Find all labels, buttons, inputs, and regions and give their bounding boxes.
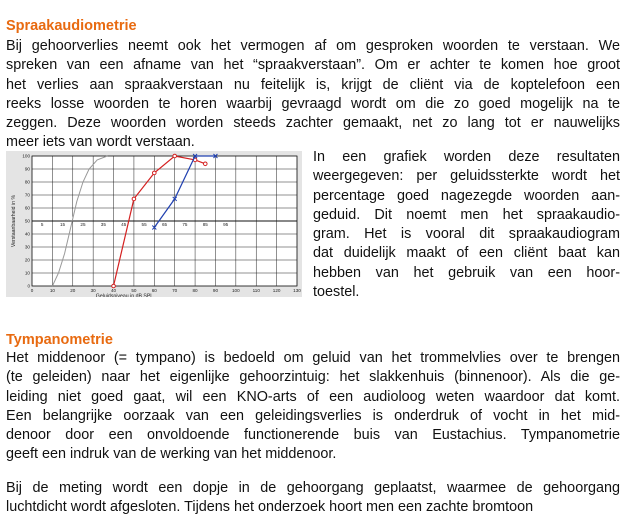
paragraph-line: weergegeven: per geluidssterkte wordt het [313, 168, 620, 185]
x-tick-label: 120 [272, 288, 281, 293]
inner-scale-label: 95 [223, 222, 229, 227]
x-tick-label: 130 [293, 288, 301, 293]
inner-scale-label: 35 [100, 222, 106, 227]
x-tick-label: 20 [70, 288, 76, 293]
y-tick-label: 0 [27, 283, 30, 289]
inner-scale-label: 85 [202, 222, 208, 227]
section-title-spraakaudiometrie: Spraakaudiometrie [6, 18, 137, 34]
paragraph-line: Bij de meting wordt een dopje in de gehoorgang geplaatst, waarmee de gehoorgang [6, 480, 620, 496]
paragraph-line: meer iets van wordt verstaan. [6, 134, 195, 151]
inner-scale-label: 15 [60, 222, 66, 227]
paragraph-line: Een belangrijke oorzaak van een geleidingsverlies is onderdruk of vocht in het mid- [6, 407, 620, 424]
paragraph-line: zeggen. Deze woorden worden steeds zachter gemaakt, net zo lang tot er nauwelijks [6, 115, 620, 132]
paragraph-meting [6, 479, 620, 518]
inner-scale-label: 45 [121, 222, 127, 227]
paragraph-line: het verlies aan spraakverstaan nu feitelijk is, krijgt de cliënt via de koptelefoon een [6, 76, 620, 93]
x-tick-label: 30 [90, 288, 96, 293]
inner-scale-label: 55 [141, 222, 147, 227]
x-tick-label: 110 [252, 288, 260, 293]
x-tick-label: 100 [232, 288, 240, 293]
paragraph-line: spreken van een afname van het “spraakverstaan”. Om er achter te komen hoe groot [6, 57, 620, 74]
paragraph-line: reeks losse woorden te horen waarbij gevraagd wordt om die zo goed mogelijk na te [6, 95, 620, 112]
data-point-red [173, 154, 177, 158]
x-tick-label: 90 [212, 288, 219, 293]
y-tick-label: 80 [24, 179, 30, 185]
y-tick-label: 50 [24, 218, 30, 224]
x-tick-label: 40 [110, 288, 117, 293]
y-tick-label: 30 [24, 244, 30, 250]
paragraph-line: percentage goed nagezegde woorden aan- [313, 187, 620, 204]
paragraph-line: Bij gehoorverlies neemt ook het vermogen af om gesproken woorden te verstaan. We [6, 38, 620, 54]
y-tick-label: 40 [24, 231, 30, 237]
paragraph-spraakaudiogram [313, 148, 620, 302]
paragraph-line: geduid. Dit noemt men het spraakaudio- [313, 206, 620, 223]
y-tick-label: 10 [24, 270, 30, 276]
data-point-red [112, 284, 116, 288]
y-tick-label: 20 [24, 257, 30, 263]
y-tick-label: 100 [22, 153, 30, 159]
paragraph-line: In een grafiek worden deze resultaten [313, 149, 620, 165]
data-point-red [153, 171, 157, 175]
paragraph-line: luchtdicht wordt afgesloten. Tijdens het onderzoek hoort men een zachte bromtoon [6, 499, 534, 516]
paragraph-line: toestel. [313, 284, 360, 301]
paragraph-line: hebben van het gebruik van een hoor- [313, 264, 620, 281]
x-axis-label: Geluidsniveau in dB SPL [95, 293, 154, 297]
y-axis-label: Verstaanbaarheid in % [11, 194, 17, 248]
inner-scale-label: 65 [161, 222, 168, 227]
paragraph-line: leiding niet goed gaat, wil een KNO-arts of een audioloog weten waardoor dat komt. [6, 388, 620, 405]
speech-audiogram-chart [6, 151, 302, 297]
paragraph-spraakaudiometrie [6, 37, 620, 153]
inner-scale-label: 25 [80, 222, 86, 227]
section-title-tympanometrie: Tympanometrie [6, 332, 113, 348]
x-tick-label: 70 [172, 288, 178, 293]
paragraph-middenoor [6, 349, 620, 465]
paragraph-line: geeft een indruk van de werking van het middenoor. [6, 446, 337, 463]
x-tick-label: 10 [49, 288, 55, 293]
paragraph-line: gram. Het is vooral dit spraakaudiogram [313, 226, 620, 243]
y-tick-label: 70 [24, 192, 30, 198]
paragraph-line: dat duidelijk maakt of een cliënt baat kan [313, 245, 620, 262]
x-tick-label: 0 [30, 288, 34, 293]
paragraph-line: denoor door een onvoldoende functionerende buis van Eustachius. Tympanometrie [6, 427, 620, 444]
data-point-red [203, 162, 207, 166]
data-point-red [132, 197, 136, 201]
x-tick-label: 80 [192, 288, 198, 293]
y-tick-label: 60 [24, 205, 30, 211]
inner-scale-label: 5 [40, 222, 44, 227]
paragraph-line: Het middenoor (= tympano) is bedoeld om geluid van het trommelvlies over te brengen [6, 350, 620, 366]
x-tick-label: 60 [151, 288, 157, 293]
y-tick-label: 90 [24, 166, 30, 172]
inner-scale-label: 75 [182, 222, 188, 227]
paragraph-line: (te geleiden) naar het eigenlijke gehoorzintuig: het slakkenhuis (binnenoor). Als die ge- [6, 369, 620, 386]
x-tick-label: 50 [131, 288, 137, 293]
